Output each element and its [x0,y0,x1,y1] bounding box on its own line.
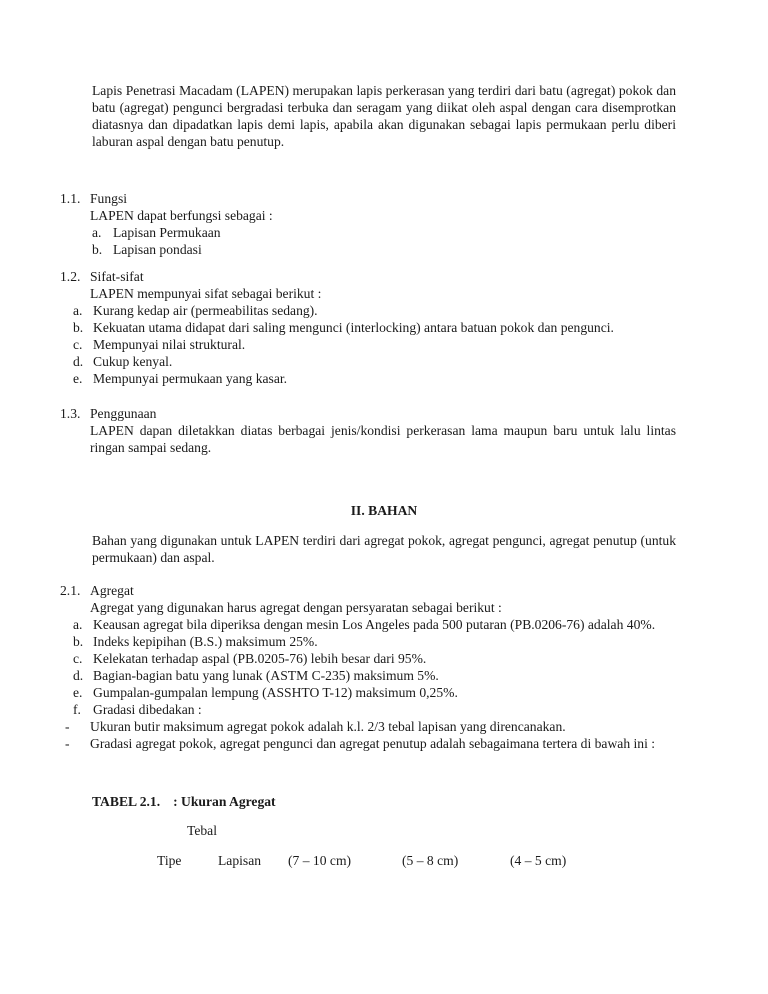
list-item [73,302,676,319]
list-marker: e. [73,371,83,386]
list-marker: c. [73,337,83,352]
list-item [73,370,676,387]
section-lead: LAPEN dapat berfungsi sebagai : [90,208,273,223]
list-item [73,319,676,336]
section-paragraph: LAPEN dapan diletakkan diatas berbagai jenis/kondisi perkerasan lama maupun baru untuk lalu lintas ringan sampai sedang. [90,423,676,455]
table-header-cell-5-8cm: (5 – 8 cm) [402,853,459,868]
list-item [73,684,676,701]
section-1-2 [60,268,676,387]
dash-item-text: Ukuran butir maksimum agregat pokok adalah k.l. 2/3 tebal lapisan yang direncanakan. [90,719,566,734]
table-caption: : Ukuran Agregat [173,794,276,809]
list-item-text: Bagian-bagian batu yang lunak (ASTM C-235) maksimum 5%. [93,668,439,683]
dash-list-item [65,735,676,752]
section-body [90,422,676,456]
dash-list-item [65,718,676,735]
section-1-3 [60,405,676,456]
section-number: 2.1. [60,583,81,598]
section-body [90,599,676,616]
section-1-1 [60,190,676,258]
section-lead: LAPEN mempunyai sifat sebagai berikut : [90,286,322,301]
section-body [90,285,676,302]
list-item-text: Kurang kedap air (permeabilitas sedang). [93,303,318,318]
list-item-text: Lapisan Permukaan [113,225,221,240]
list-item [73,616,676,633]
section-body [90,207,676,224]
list-item-text: Gumpalan-gumpalan lempung (ASSHTO T-12) maksimum 0,25%. [93,685,458,700]
section-lead: Agregat yang digunakan harus agregat dengan persyaratan sebagai berikut : [90,600,502,615]
section-number: 1.2. [60,269,81,284]
list-item-text: Cukup kenyal. [93,354,173,369]
list-item-text: Mempunyai nilai struktural. [93,337,246,352]
list-item-text: Keausan agregat bila diperiksa dengan mesin Los Angeles pada 500 putaran (PB.0206-76) adalah 40%. [93,617,656,632]
table-header-cell-7-10cm: (7 – 10 cm) [288,853,352,868]
list-item-text: Kelekatan terhadap aspal (PB.0205-76) lebih besar dari 95%. [93,651,427,666]
intro-paragraph: Lapis Penetrasi Macadam (LAPEN) merupakan lapis perkerasan yang terdiri dari batu (agregat) pokok dan batu (agregat) pengunci bergradasi terbuka dan seragam yang diikat oleh aspal dengan cara disemprotkan diatasnya dan dipadatkan lapis demi lapis, apabila akan digunakan sebagai lapis permukaan perlu diberi laburan aspal dengan batu penutup. [92,83,676,149]
table-header-row [157,852,676,869]
list-marker: b. [92,242,103,257]
table-header-cell-lapisan: Lapisan [218,853,262,868]
section-title: Fungsi [90,191,128,206]
list-item [73,353,676,370]
table-header-cell-4-5cm: (4 – 5 cm) [510,853,567,868]
table-header-tebal: Tebal [187,823,217,838]
list-marker: c. [73,651,83,666]
list-marker: d. [73,354,84,369]
chapter-heading: II. BAHAN [350,503,418,518]
section-title: Sifat-sifat [90,269,144,284]
list-item-text: Kekuatan utama didapat dari saling mengunci (interlocking) antara batuan pokok dan pengunci. [93,320,614,335]
dash-marker: - [65,719,70,734]
list-item [73,667,676,684]
list-item [92,224,676,241]
list-marker: a. [73,303,83,318]
list-item [73,633,676,650]
section-number: 1.1. [60,191,81,206]
list-item [92,241,676,258]
list-item [73,650,676,667]
section-heading [60,190,676,207]
list-marker: a. [92,225,102,240]
section-heading [60,405,676,422]
table-label: TABEL 2.1. [92,794,161,809]
dash-marker: - [65,736,70,751]
list-item [73,701,676,718]
dash-item-text: Gradasi agregat pokok, agregat pengunci dan agregat penutup adalah sebagaimana tertera di bawah ini : [90,736,656,751]
section-2-1 [60,582,676,752]
list-marker: e. [73,685,83,700]
section-heading [60,268,676,285]
list-item-text: Gradasi dibedakan : [93,702,202,717]
section-heading [60,582,676,599]
section-title: Penggunaan [90,406,157,421]
list-marker: a. [73,617,83,632]
chapter-intro-paragraph: Bahan yang digunakan untuk LAPEN terdiri dari agregat pokok, agregat pengunci, agregat penutup (untuk permukaan) dan aspal. [92,533,676,565]
table-heading [92,793,676,810]
list-marker: f. [73,702,81,717]
list-marker: b. [73,320,84,335]
list-item-text: Lapisan pondasi [113,242,202,257]
list-marker: b. [73,634,84,649]
list-item [73,336,676,353]
list-item-text: Mempunyai permukaan yang kasar. [93,371,288,386]
table-header-cell-tipe: Tipe [157,853,182,868]
section-number: 1.3. [60,406,81,421]
list-marker: d. [73,668,84,683]
list-item-text: Indeks kepipihan (B.S.) maksimum 25%. [93,634,318,649]
section-title: Agregat [90,583,134,598]
